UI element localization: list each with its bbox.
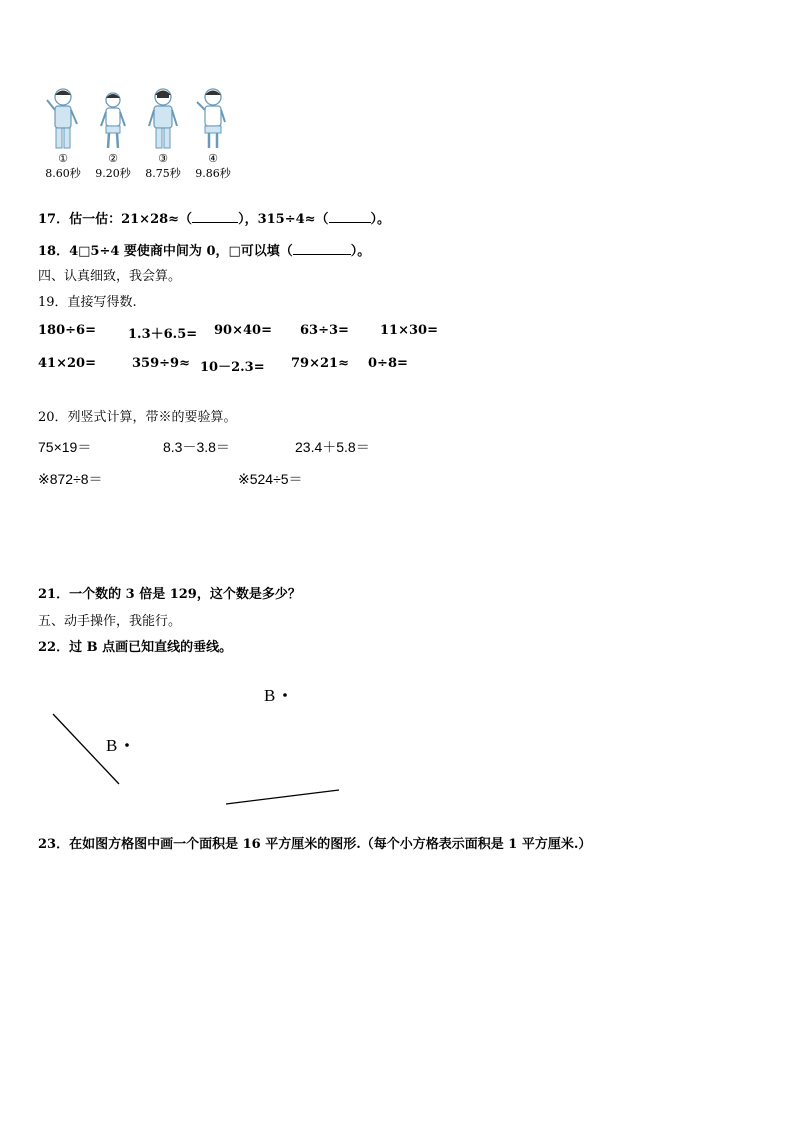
runner-1 (38, 86, 88, 186)
section-4-heading: 四、认真细致，我会算。 (38, 269, 182, 284)
q20-item: 75×19＝ (38, 439, 92, 455)
runner-4-illustration (191, 86, 235, 152)
runners-figure (38, 86, 238, 186)
q20-item: ※872÷8＝ (38, 471, 103, 487)
q20-item: 8.3－3.8＝ (163, 439, 230, 455)
q19-item: 90×40= (214, 323, 272, 338)
runner-2 (88, 86, 138, 186)
runner-2-illustration (91, 86, 135, 152)
q19-item: 11×30= (380, 323, 438, 338)
runner-3-illustration (141, 86, 185, 152)
q19-item: 1.3＋6.5= (128, 327, 198, 342)
question-21: 21．一个数的 3 倍是 129，这个数是多少？ (38, 587, 301, 602)
q19-item: 10－2.3= (200, 360, 265, 375)
q17-blank-2[interactable] (329, 210, 371, 223)
q20-item: ※524÷5＝ (238, 471, 303, 487)
q20-title: 20．列竖式计算，带※的要验算。 (38, 410, 237, 425)
section-5-heading: 五、动手操作，我能行。 (38, 614, 182, 629)
runner-2-number: ② (108, 152, 118, 165)
runner-4 (188, 86, 238, 186)
q18-prefix: 18．4□5÷4 要使商中间为 0，□可以填（ (38, 244, 293, 259)
q19-item: 0÷8= (368, 356, 408, 371)
q17-middle: ），315÷4≈（ (238, 212, 329, 227)
q19-item: 41×20= (38, 356, 96, 371)
point-b-1-label: B (106, 736, 118, 755)
runner-4-time: 9.86秒 (195, 167, 231, 180)
q19-item: 63÷3= (300, 323, 349, 338)
given-line-2 (226, 790, 339, 804)
q17-prefix: 17．估一估：21×28≈（ (38, 212, 193, 227)
runner-1-time: 8.60秒 (45, 167, 81, 180)
q18-blank[interactable] (293, 242, 351, 255)
q19-title: 19．直接写得数. (38, 295, 137, 310)
q17-blank-1[interactable] (192, 210, 238, 223)
q19-item: 79×21≈ (291, 356, 349, 371)
runner-4-number: ④ (208, 152, 218, 165)
runner-2-time: 9.20秒 (95, 167, 131, 180)
q17-suffix: ）。 (370, 212, 391, 227)
point-b-1 (125, 743, 129, 747)
runner-3-time: 8.75秒 (145, 167, 181, 180)
q19-item: 359÷9≈ (132, 356, 190, 371)
runner-1-number: ① (58, 152, 68, 165)
question-18 (38, 240, 370, 259)
q22-title: 22．过 B 点画已知直线的垂线。 (38, 640, 233, 655)
question-23: 23．在如图方格图中画一个面积是 16 平方厘米的图形.（每个小方格表示面积是 1 平方厘米.） (38, 837, 592, 852)
perpendicular-figure (0, 660, 794, 820)
q19-item: 180÷6= (38, 323, 96, 338)
q20-item: 23.4＋5.8＝ (295, 439, 370, 455)
point-b-2-label: B (264, 686, 276, 705)
point-b-2 (283, 693, 287, 697)
runner-1-illustration (41, 86, 85, 152)
q18-suffix: ）。 (350, 244, 371, 259)
runner-3 (138, 86, 188, 186)
question-17 (38, 208, 390, 227)
runner-3-number: ③ (158, 152, 168, 165)
